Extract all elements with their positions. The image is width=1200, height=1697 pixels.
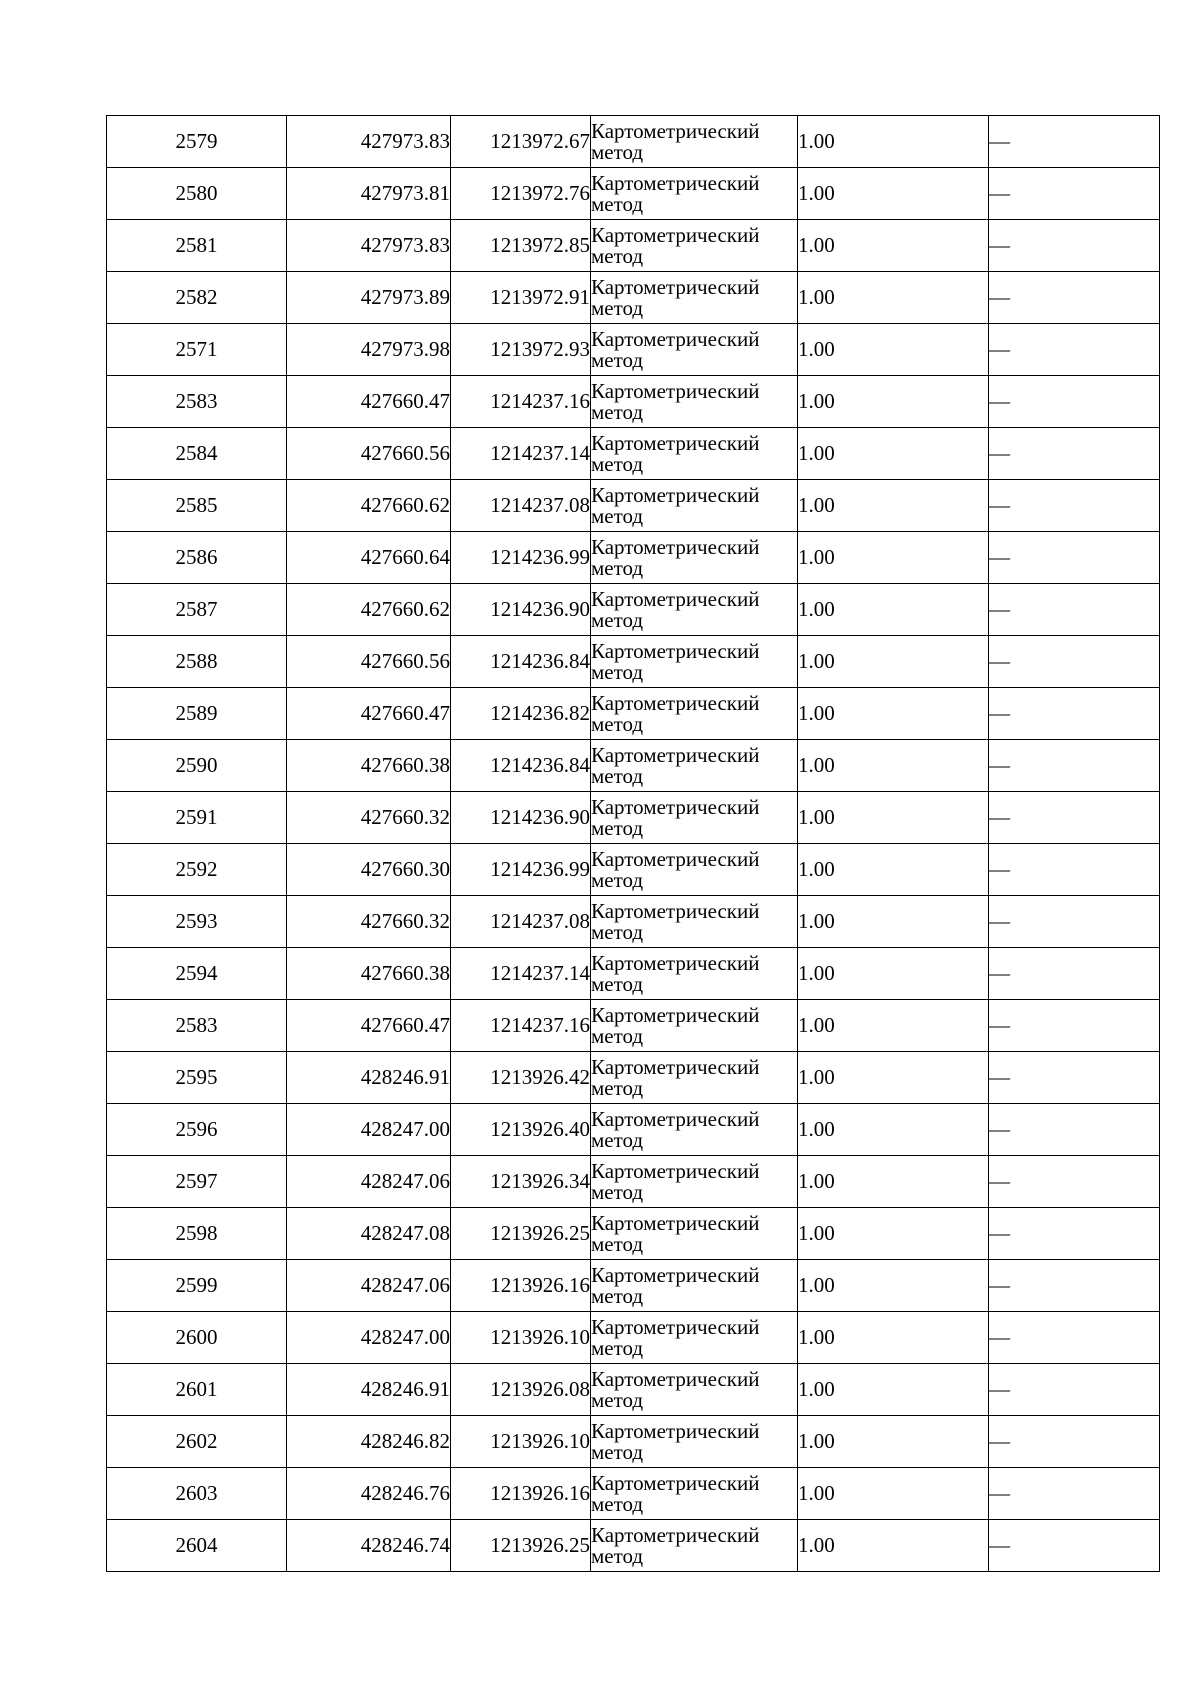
method-text-line2: метод xyxy=(591,659,644,684)
note-cell: — xyxy=(989,688,1160,740)
method-text-line2: метод xyxy=(591,243,644,268)
point-number-cell: 2595 xyxy=(107,1052,287,1104)
method-text-line1: Картометрический xyxy=(591,846,760,871)
y-coordinate-cell: 1214236.90 xyxy=(451,792,591,844)
y-coordinate-cell: 1214236.84 xyxy=(451,636,591,688)
x-coordinate-cell: 428247.06 xyxy=(287,1156,451,1208)
method-text-line1: Картометрический xyxy=(591,1106,760,1131)
y-coordinate-cell: 1214237.14 xyxy=(451,948,591,1000)
table-row xyxy=(107,1520,1160,1572)
method-text-line1: Картометрический xyxy=(591,690,760,715)
point-number-cell: 2604 xyxy=(107,1520,287,1572)
x-coordinate-cell: 427660.62 xyxy=(287,584,451,636)
y-coordinate-cell: 1213926.25 xyxy=(451,1208,591,1260)
method-cell xyxy=(591,1520,798,1572)
table-row xyxy=(107,220,1160,272)
method-cell xyxy=(591,948,798,1000)
method-cell xyxy=(591,1416,798,1468)
accuracy-cell: 1.00 xyxy=(798,1520,989,1572)
method-text-line2: метод xyxy=(591,1127,644,1152)
method-text-line2: метод xyxy=(591,919,644,944)
x-coordinate-cell: 427973.89 xyxy=(287,272,451,324)
table-row xyxy=(107,1156,1160,1208)
x-coordinate-cell: 427660.32 xyxy=(287,792,451,844)
method-text-line1: Картометрический xyxy=(591,898,760,923)
method-cell xyxy=(591,792,798,844)
point-number-cell: 2599 xyxy=(107,1260,287,1312)
method-text-line2: метод xyxy=(591,1023,644,1048)
y-coordinate-cell: 1214236.82 xyxy=(451,688,591,740)
x-coordinate-cell: 428246.74 xyxy=(287,1520,451,1572)
method-text-line2: метод xyxy=(591,191,644,216)
note-cell: — xyxy=(989,1520,1160,1572)
accuracy-cell: 1.00 xyxy=(798,116,989,168)
method-cell xyxy=(591,220,798,272)
y-coordinate-cell: 1214236.90 xyxy=(451,584,591,636)
note-cell: — xyxy=(989,1312,1160,1364)
x-coordinate-cell: 427660.38 xyxy=(287,740,451,792)
point-number-cell: 2589 xyxy=(107,688,287,740)
y-coordinate-cell: 1213926.10 xyxy=(451,1312,591,1364)
method-text-line2: метод xyxy=(591,139,644,164)
x-coordinate-cell: 427660.32 xyxy=(287,896,451,948)
method-text-line1: Картометрический xyxy=(591,1522,760,1547)
method-text-line2: метод xyxy=(591,1075,644,1100)
accuracy-cell: 1.00 xyxy=(798,688,989,740)
method-text-line2: метод xyxy=(591,971,644,996)
point-number-cell: 2598 xyxy=(107,1208,287,1260)
accuracy-cell: 1.00 xyxy=(798,1260,989,1312)
table-row xyxy=(107,844,1160,896)
accuracy-cell: 1.00 xyxy=(798,428,989,480)
table-row xyxy=(107,116,1160,168)
y-coordinate-cell: 1213926.08 xyxy=(451,1364,591,1416)
accuracy-cell: 1.00 xyxy=(798,1364,989,1416)
method-text-line1: Картометрический xyxy=(591,534,760,559)
y-coordinate-cell: 1213972.76 xyxy=(451,168,591,220)
method-cell xyxy=(591,636,798,688)
accuracy-cell: 1.00 xyxy=(798,272,989,324)
method-cell xyxy=(591,896,798,948)
x-coordinate-cell: 427973.98 xyxy=(287,324,451,376)
point-number-cell: 2593 xyxy=(107,896,287,948)
accuracy-cell: 1.00 xyxy=(798,168,989,220)
accuracy-cell: 1.00 xyxy=(798,896,989,948)
method-text-line2: метод xyxy=(591,1491,644,1516)
method-text-line2: метод xyxy=(591,867,644,892)
method-cell xyxy=(591,1000,798,1052)
note-cell: — xyxy=(989,636,1160,688)
method-cell xyxy=(591,1156,798,1208)
y-coordinate-cell: 1213926.34 xyxy=(451,1156,591,1208)
method-text-line2: метод xyxy=(591,1231,644,1256)
x-coordinate-cell: 428246.91 xyxy=(287,1052,451,1104)
method-text-line1: Картометрический xyxy=(591,742,760,767)
method-text-line1: Картометрический xyxy=(591,1210,760,1235)
method-cell xyxy=(591,272,798,324)
accuracy-cell: 1.00 xyxy=(798,636,989,688)
x-coordinate-cell: 428247.08 xyxy=(287,1208,451,1260)
note-cell: — xyxy=(989,168,1160,220)
x-coordinate-cell: 427660.47 xyxy=(287,688,451,740)
note-cell: — xyxy=(989,1052,1160,1104)
note-cell: — xyxy=(989,896,1160,948)
accuracy-cell: 1.00 xyxy=(798,1468,989,1520)
table-row xyxy=(107,636,1160,688)
table-row xyxy=(107,792,1160,844)
method-text-line2: метод xyxy=(591,1439,644,1464)
table-row xyxy=(107,1208,1160,1260)
point-number-cell: 2594 xyxy=(107,948,287,1000)
y-coordinate-cell: 1214237.16 xyxy=(451,376,591,428)
table-row xyxy=(107,896,1160,948)
table-row xyxy=(107,1000,1160,1052)
method-text-line1: Картометрический xyxy=(591,274,760,299)
y-coordinate-cell: 1213972.93 xyxy=(451,324,591,376)
point-number-cell: 2600 xyxy=(107,1312,287,1364)
method-text-line2: метод xyxy=(591,1283,644,1308)
y-coordinate-cell: 1213926.16 xyxy=(451,1468,591,1520)
note-cell: — xyxy=(989,1156,1160,1208)
x-coordinate-cell: 427660.64 xyxy=(287,532,451,584)
note-cell: — xyxy=(989,1416,1160,1468)
x-coordinate-cell: 428246.91 xyxy=(287,1364,451,1416)
method-cell xyxy=(591,1364,798,1416)
accuracy-cell: 1.00 xyxy=(798,220,989,272)
note-cell: — xyxy=(989,272,1160,324)
y-coordinate-cell: 1213972.85 xyxy=(451,220,591,272)
method-text-line2: метод xyxy=(591,399,644,424)
y-coordinate-cell: 1214237.08 xyxy=(451,480,591,532)
method-cell xyxy=(591,116,798,168)
note-cell: — xyxy=(989,1364,1160,1416)
note-cell: — xyxy=(989,220,1160,272)
method-text-line1: Картометрический xyxy=(591,1418,760,1443)
method-cell xyxy=(591,480,798,532)
method-text-line1: Картометрический xyxy=(591,638,760,663)
y-coordinate-cell: 1213926.16 xyxy=(451,1260,591,1312)
note-cell: — xyxy=(989,480,1160,532)
y-coordinate-cell: 1214236.99 xyxy=(451,532,591,584)
accuracy-cell: 1.00 xyxy=(798,844,989,896)
y-coordinate-cell: 1213926.40 xyxy=(451,1104,591,1156)
method-text-line1: Картометрический xyxy=(591,378,760,403)
y-coordinate-cell: 1214236.99 xyxy=(451,844,591,896)
table-row xyxy=(107,324,1160,376)
method-cell xyxy=(591,1260,798,1312)
method-text-line1: Картометрический xyxy=(591,586,760,611)
method-text-line1: Картометрический xyxy=(591,794,760,819)
table-row xyxy=(107,1468,1160,1520)
method-text-line1: Картометрический xyxy=(591,1002,760,1027)
table-row xyxy=(107,1416,1160,1468)
accuracy-cell: 1.00 xyxy=(798,948,989,1000)
accuracy-cell: 1.00 xyxy=(798,740,989,792)
point-number-cell: 2591 xyxy=(107,792,287,844)
point-number-cell: 2602 xyxy=(107,1416,287,1468)
method-text-line2: метод xyxy=(591,1335,644,1360)
point-number-cell: 2601 xyxy=(107,1364,287,1416)
point-number-cell: 2580 xyxy=(107,168,287,220)
accuracy-cell: 1.00 xyxy=(798,584,989,636)
method-cell xyxy=(591,688,798,740)
accuracy-cell: 1.00 xyxy=(798,792,989,844)
point-number-cell: 2579 xyxy=(107,116,287,168)
note-cell: — xyxy=(989,584,1160,636)
x-coordinate-cell: 427660.47 xyxy=(287,1000,451,1052)
coordinates-table xyxy=(106,115,1160,1572)
point-number-cell: 2571 xyxy=(107,324,287,376)
table-row xyxy=(107,1260,1160,1312)
accuracy-cell: 1.00 xyxy=(798,1104,989,1156)
x-coordinate-cell: 427973.83 xyxy=(287,220,451,272)
method-cell xyxy=(591,1312,798,1364)
method-text-line1: Картометрический xyxy=(591,222,760,247)
accuracy-cell: 1.00 xyxy=(798,324,989,376)
method-cell xyxy=(591,376,798,428)
x-coordinate-cell: 427660.47 xyxy=(287,376,451,428)
method-text-line1: Картометрический xyxy=(591,1470,760,1495)
point-number-cell: 2590 xyxy=(107,740,287,792)
x-coordinate-cell: 428246.82 xyxy=(287,1416,451,1468)
method-text-line2: метод xyxy=(591,451,644,476)
method-cell xyxy=(591,168,798,220)
method-text-line1: Картометрический xyxy=(591,950,760,975)
accuracy-cell: 1.00 xyxy=(798,1156,989,1208)
accuracy-cell: 1.00 xyxy=(798,480,989,532)
method-text-line1: Картометрический xyxy=(591,1158,760,1183)
accuracy-cell: 1.00 xyxy=(798,1208,989,1260)
y-coordinate-cell: 1214237.14 xyxy=(451,428,591,480)
method-text-line1: Картометрический xyxy=(591,326,760,351)
method-cell xyxy=(591,740,798,792)
accuracy-cell: 1.00 xyxy=(798,1416,989,1468)
method-text-line2: метод xyxy=(591,295,644,320)
point-number-cell: 2584 xyxy=(107,428,287,480)
x-coordinate-cell: 427660.38 xyxy=(287,948,451,1000)
point-number-cell: 2596 xyxy=(107,1104,287,1156)
method-text-line2: метод xyxy=(591,763,644,788)
note-cell: — xyxy=(989,792,1160,844)
method-text-line2: метод xyxy=(591,1387,644,1412)
table-row xyxy=(107,584,1160,636)
accuracy-cell: 1.00 xyxy=(798,532,989,584)
method-text-line1: Картометрический xyxy=(591,1366,760,1391)
note-cell: — xyxy=(989,116,1160,168)
note-cell: — xyxy=(989,740,1160,792)
note-cell: — xyxy=(989,324,1160,376)
method-text-line2: метод xyxy=(591,555,644,580)
point-number-cell: 2582 xyxy=(107,272,287,324)
method-cell xyxy=(591,844,798,896)
y-coordinate-cell: 1213926.10 xyxy=(451,1416,591,1468)
table-row xyxy=(107,1104,1160,1156)
method-text-line1: Картометрический xyxy=(591,1262,760,1287)
method-cell xyxy=(591,532,798,584)
method-text-line1: Картометрический xyxy=(591,1054,760,1079)
method-text-line1: Картометрический xyxy=(591,170,760,195)
table-row xyxy=(107,480,1160,532)
method-text-line1: Картометрический xyxy=(591,482,760,507)
method-cell xyxy=(591,1052,798,1104)
accuracy-cell: 1.00 xyxy=(798,1312,989,1364)
point-number-cell: 2587 xyxy=(107,584,287,636)
table-row xyxy=(107,168,1160,220)
y-coordinate-cell: 1213926.42 xyxy=(451,1052,591,1104)
point-number-cell: 2586 xyxy=(107,532,287,584)
method-text-line2: метод xyxy=(591,711,644,736)
x-coordinate-cell: 427660.62 xyxy=(287,480,451,532)
method-text-line1: Картометрический xyxy=(591,1314,760,1339)
method-cell xyxy=(591,324,798,376)
x-coordinate-cell: 427660.56 xyxy=(287,428,451,480)
point-number-cell: 2583 xyxy=(107,1000,287,1052)
table-row xyxy=(107,688,1160,740)
table-row xyxy=(107,1052,1160,1104)
x-coordinate-cell: 427973.83 xyxy=(287,116,451,168)
method-text-line2: метод xyxy=(591,1179,644,1204)
method-text-line2: метод xyxy=(591,607,644,632)
method-text-line1: Картометрический xyxy=(591,430,760,455)
x-coordinate-cell: 428247.00 xyxy=(287,1312,451,1364)
method-text-line1: Картометрический xyxy=(591,118,760,143)
table-row xyxy=(107,272,1160,324)
table-row xyxy=(107,428,1160,480)
y-coordinate-cell: 1214237.08 xyxy=(451,896,591,948)
y-coordinate-cell: 1213972.67 xyxy=(451,116,591,168)
table-row xyxy=(107,948,1160,1000)
method-text-line2: метод xyxy=(591,1543,644,1568)
y-coordinate-cell: 1213926.25 xyxy=(451,1520,591,1572)
y-coordinate-cell: 1213972.91 xyxy=(451,272,591,324)
x-coordinate-cell: 427660.56 xyxy=(287,636,451,688)
note-cell: — xyxy=(989,1104,1160,1156)
point-number-cell: 2603 xyxy=(107,1468,287,1520)
note-cell: — xyxy=(989,1000,1160,1052)
x-coordinate-cell: 428247.06 xyxy=(287,1260,451,1312)
method-text-line2: метод xyxy=(591,503,644,528)
accuracy-cell: 1.00 xyxy=(798,376,989,428)
note-cell: — xyxy=(989,1468,1160,1520)
note-cell: — xyxy=(989,376,1160,428)
method-cell xyxy=(591,1208,798,1260)
method-cell xyxy=(591,428,798,480)
method-cell xyxy=(591,1104,798,1156)
point-number-cell: 2597 xyxy=(107,1156,287,1208)
point-number-cell: 2583 xyxy=(107,376,287,428)
table-row xyxy=(107,1312,1160,1364)
method-cell xyxy=(591,1468,798,1520)
note-cell: — xyxy=(989,948,1160,1000)
table-row xyxy=(107,532,1160,584)
table-row xyxy=(107,376,1160,428)
method-text-line2: метод xyxy=(591,815,644,840)
table-row xyxy=(107,1364,1160,1416)
method-text-line2: метод xyxy=(591,347,644,372)
x-coordinate-cell: 427660.30 xyxy=(287,844,451,896)
y-coordinate-cell: 1214237.16 xyxy=(451,1000,591,1052)
note-cell: — xyxy=(989,532,1160,584)
point-number-cell: 2588 xyxy=(107,636,287,688)
table-row xyxy=(107,740,1160,792)
method-cell xyxy=(591,584,798,636)
y-coordinate-cell: 1214236.84 xyxy=(451,740,591,792)
note-cell: — xyxy=(989,844,1160,896)
accuracy-cell: 1.00 xyxy=(798,1000,989,1052)
note-cell: — xyxy=(989,428,1160,480)
x-coordinate-cell: 428247.00 xyxy=(287,1104,451,1156)
note-cell: — xyxy=(989,1260,1160,1312)
accuracy-cell: 1.00 xyxy=(798,1052,989,1104)
point-number-cell: 2592 xyxy=(107,844,287,896)
coordinates-table-body xyxy=(107,116,1160,1572)
point-number-cell: 2581 xyxy=(107,220,287,272)
note-cell: — xyxy=(989,1208,1160,1260)
point-number-cell: 2585 xyxy=(107,480,287,532)
x-coordinate-cell: 427973.81 xyxy=(287,168,451,220)
x-coordinate-cell: 428246.76 xyxy=(287,1468,451,1520)
